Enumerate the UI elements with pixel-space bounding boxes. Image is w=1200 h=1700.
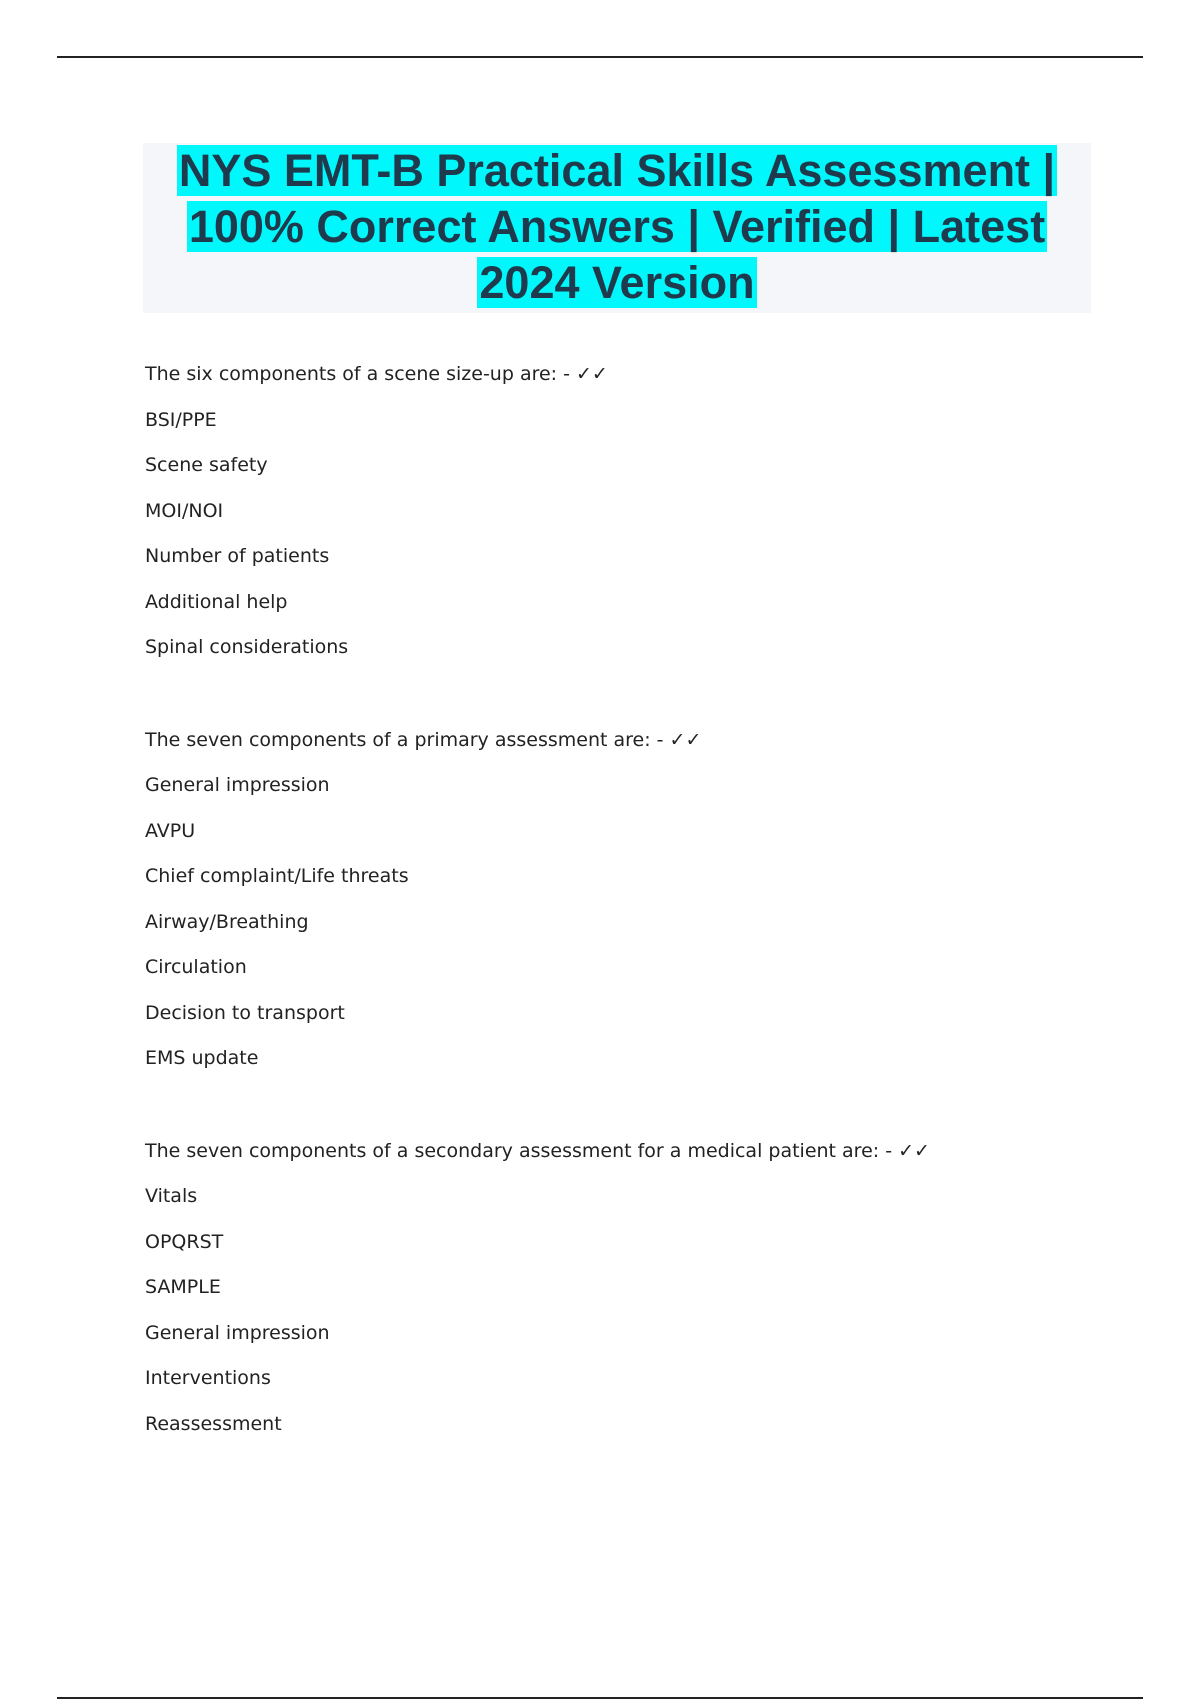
question-text: The seven components of a primary assessment are: - ✓✓	[145, 728, 702, 751]
answer-line: Reassessment	[145, 1412, 282, 1435]
answer-line: Circulation	[145, 956, 247, 978]
answer-line: Spinal considerations	[145, 636, 349, 658]
answer-line: General impression	[145, 1321, 330, 1344]
title-block	[143, 143, 1091, 313]
header-rule	[57, 56, 1143, 58]
question-text: The six components of a scene size-up are: - ✓✓	[145, 363, 608, 385]
answer-line: Vitals	[145, 1185, 198, 1207]
answer-line: AVPU	[145, 819, 196, 842]
document-title	[143, 143, 1091, 311]
answer-line: BSI/PPE	[145, 408, 217, 431]
answer-line: OPQRST	[145, 1230, 224, 1253]
answer-line: SAMPLE	[145, 1276, 221, 1298]
answer-line: Chief complaint/Life threats	[145, 865, 409, 887]
question-text: The seven components of a secondary assessment for a medical patient are: - ✓✓	[145, 1139, 930, 1162]
qa-section-primary-assessment	[145, 728, 1145, 1092]
footer-rule	[57, 1697, 1143, 1699]
document-body	[145, 362, 1145, 1457]
qa-section-secondary-assessment	[145, 1139, 1145, 1458]
qa-section-scene-size-up	[145, 362, 1145, 681]
answer-line: Decision to transport	[145, 1001, 345, 1024]
answer-line: General impression	[145, 774, 330, 796]
answer-line: Interventions	[145, 1367, 271, 1389]
answer-line: Scene safety	[145, 454, 268, 476]
title-highlight: NYS EMT-B Practical Skills Assessment | 100% Correct Answers | Verified | Latest 2024 Version	[178, 145, 1056, 308]
answer-line: Airway/Breathing	[145, 910, 309, 933]
answer-line: MOI/NOI	[145, 499, 224, 522]
answer-line: Number of patients	[145, 545, 330, 567]
answer-line: EMS update	[145, 1047, 259, 1069]
answer-line: Additional help	[145, 590, 288, 613]
